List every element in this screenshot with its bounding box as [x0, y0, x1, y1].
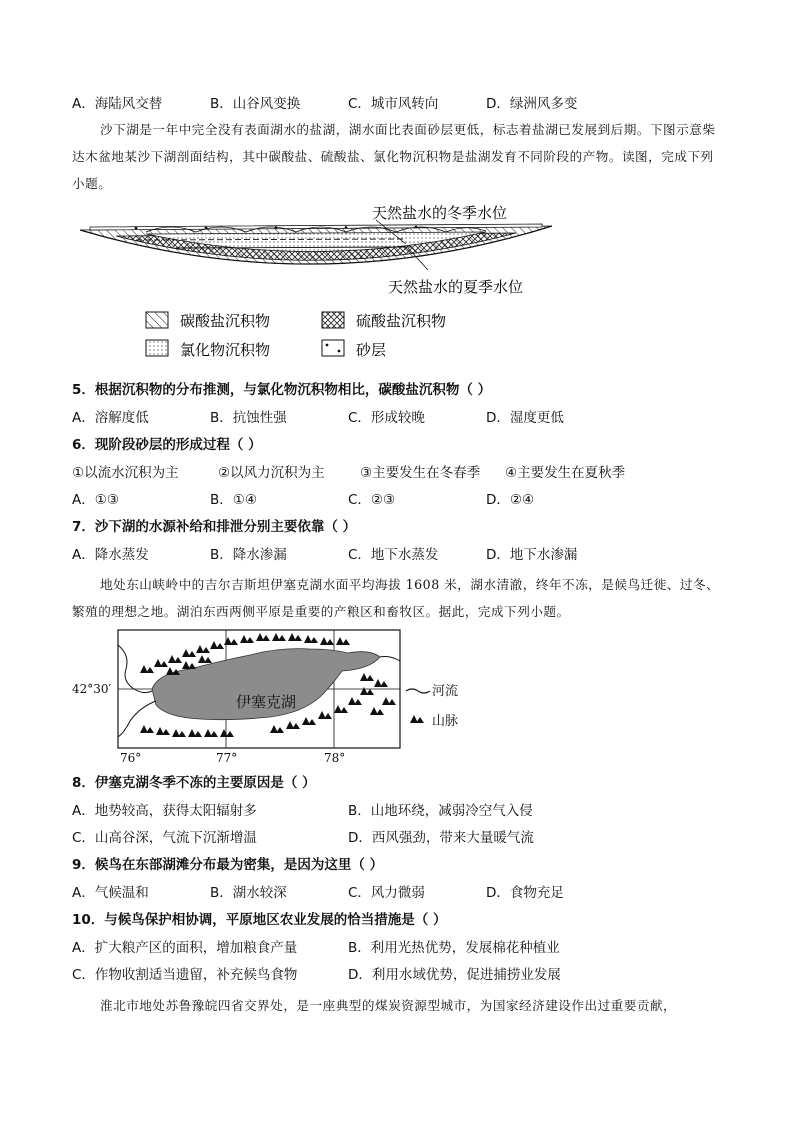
q5-stem: 5．根据沉积物的分布推测，与氯化物沉积物相比，碳酸盐沉积物（ ）: [72, 382, 492, 398]
q5-option-c: C．形成较晚: [348, 410, 425, 426]
q10-option-a: A．扩大粮产区的面积，增加粮食产量: [72, 940, 298, 956]
q4-option-d: D．绿洲风多变: [486, 96, 578, 112]
q5-option-b: B．抗蚀性强: [210, 410, 287, 426]
q7-option-d: D．地下水渗漏: [486, 547, 578, 563]
q6-statement-1: ①以流水沉积为主: [72, 465, 179, 481]
q4-option-a: A．海陆风交替: [72, 96, 163, 112]
legend-mountain: 山脉: [432, 714, 459, 729]
q6-option-b: B．①④: [210, 492, 257, 508]
q8-option-c: C．山高谷深，气流下沉渐增温: [72, 830, 257, 846]
q9-option-c: C．风力微弱: [348, 885, 425, 901]
legend-river: 河流: [432, 684, 459, 699]
q6-option-c: C．②③: [348, 492, 396, 508]
q4-option-b: B．山谷风变换: [210, 96, 301, 112]
longitude-label-76: 76°: [120, 751, 142, 765]
q7-option-c: C．地下水蒸发: [348, 547, 439, 563]
passage-huaibei: 淮北市地处苏鲁豫皖四省交界处，是一座典型的煤炭资源型城市，为国家经济建设作出过重要贡献，: [100, 998, 677, 1013]
q10-option-c: C．作物收割适当遗留，补充候鸟食物: [72, 967, 298, 983]
q8-option-d: D．西风强劲，带来大量暖气流: [348, 830, 534, 846]
passage-salt-lake: 沙下湖是一年中完全没有表面湖水的盐湖，湖水面比表面砂层更低，标志着盐湖已发展到后期。下图示意柴达木盆地某沙下湖剖面结构，其中碳酸盐、硫酸盐、氯化物沉积物是盐湖发育不同阶段的产物。读图，完成下列小题。: [72, 122, 716, 191]
q8-option-b: B．山地环绕，减弱冷空气入侵: [348, 803, 533, 819]
q7-option-a: A．降水蒸发: [72, 547, 149, 563]
legend-sulfate: 硫酸盐沉积物: [356, 312, 447, 330]
q4-option-c: C．城市风转向: [348, 96, 439, 112]
q9-option-b: B．湖水较深: [210, 885, 287, 901]
q9-option-d: D．食物充足: [486, 885, 564, 901]
q10-stem: 10．与候鸟保护相协调，平原地区农业发展的恰当措施是（ ）: [72, 912, 447, 928]
legend-chloride: 氯化物沉积物: [180, 341, 271, 359]
label-summer-water-level: 天然盐水的夏季水位: [388, 278, 524, 296]
longitude-label-77: 77°: [216, 751, 238, 765]
q6-option-a: A．①③: [72, 492, 119, 508]
q6-option-d: D．②④: [486, 492, 535, 508]
latitude-label: 42°30′: [72, 682, 112, 696]
lake-name-label: 伊塞克湖: [236, 693, 297, 711]
q10-option-b: B．利用光热优势，发展棉花种植业: [348, 940, 560, 956]
passage-issyk-kul: 地处东山峡岭中的吉尔吉斯坦伊塞克湖水面平均海拔 1608 米，湖水清澈，终年不冻，是候鸟迁徙、过冬、繁殖的理想之地。湖泊东西两侧平原是重要的产粮区和畜牧区。据此，完成下列小题。: [72, 577, 720, 619]
q9-option-a: A．气候温和: [72, 885, 149, 901]
salt-lake-profile-figure: [76, 200, 556, 370]
legend-carbonate: 碳酸盐沉积物: [180, 312, 271, 330]
q8-stem: 8．伊塞克湖冬季不冻的主要原因是（ ）: [72, 775, 316, 791]
q5-option-d: D．湿度更低: [486, 410, 564, 426]
legend-sand: 砂层: [356, 341, 387, 359]
q6-statement-4: ④主要发生在夏秋季: [505, 465, 626, 481]
issyk-kul-map-figure: [70, 625, 470, 765]
q10-option-d: D．利用水域优势，促进捕捞业发展: [348, 967, 561, 983]
longitude-label-78: 78°: [324, 751, 346, 765]
q6-stem: 6．现阶段砂层的形成过程（ ）: [72, 437, 262, 453]
q6-statement-3: ③主要发生在冬春季: [360, 465, 481, 481]
label-winter-water-level: 天然盐水的冬季水位: [372, 204, 508, 222]
q8-option-a: A．地势较高，获得太阳辐射多: [72, 803, 257, 819]
q9-stem: 9．候鸟在东部湖滩分布最为密集，是因为这里（ ）: [72, 857, 384, 873]
q6-statement-2: ②以风力沉积为主: [218, 465, 325, 481]
q7-stem: 7．沙下湖的水源补给和排泄分别主要依靠（ ）: [72, 519, 357, 535]
q5-option-a: A．溶解度低: [72, 410, 149, 426]
q7-option-b: B．降水渗漏: [210, 547, 287, 563]
